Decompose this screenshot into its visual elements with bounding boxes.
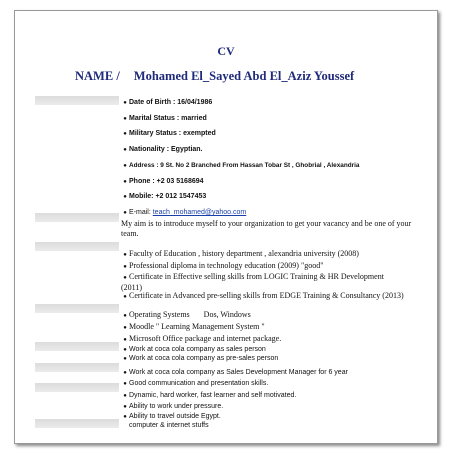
address: ● Address : 9 St. No 2 Branched From Hassan Tobar St , Ghobrial , Alexandria <box>121 161 359 171</box>
nationality: ● Nationality : Egyptian. <box>121 145 203 155</box>
section-bar-current-job <box>35 363 119 372</box>
bullet-icon: ● <box>123 147 127 153</box>
bullet-icon: ● <box>123 275 127 281</box>
bullet-icon: ● <box>123 116 127 122</box>
military-status: ● Military Status : exempted <box>121 129 216 139</box>
bullet-icon: ● <box>123 393 127 399</box>
name-prefix: NAME / <box>75 69 120 83</box>
bullet-icon: ● <box>123 163 127 169</box>
bullet-icon: ● <box>123 325 127 331</box>
moodle: ● Moodle " Learning Management System " <box>121 322 265 333</box>
section-bar-objective <box>35 213 119 222</box>
experience-item: ● Work at coca cola company as pre-sales person <box>121 354 278 364</box>
full-name: Mohamed El_Sayed Abd El_Aziz Youssef <box>133 69 355 83</box>
bullet-icon: ● <box>123 194 127 200</box>
mobile: ● Mobile: +2 012 1547453 <box>121 192 206 202</box>
education-item: ● Certificate in Effective selling skills from LOGIC Training & HR Development (2011) <box>121 272 384 292</box>
section-bar-experience <box>35 342 119 351</box>
cv-page <box>14 10 438 444</box>
current-job: ● Work at coca cola company as Sales Development Manager for 6 year <box>121 368 348 378</box>
section-bar-computer <box>35 304 119 313</box>
office: ● Microsoft Office package and internet package. <box>121 334 281 345</box>
bullet-icon: ● <box>123 414 127 420</box>
skill-item: ● Good communication and presentation skills. <box>121 379 268 389</box>
skill-item: ● Ability to work under pressure. <box>121 402 223 412</box>
name-heading <box>75 69 354 84</box>
skill-item: ● Ability to travel outside Egypt. <box>121 412 221 422</box>
bullet-icon: ● <box>123 347 127 353</box>
operating-systems: ● Operating Systems Dos, Windows <box>121 310 251 321</box>
bullet-icon: ● <box>123 179 127 185</box>
bullet-icon: ● <box>123 264 127 270</box>
marital-status: ● Marital Status : married <box>121 114 207 124</box>
bullet-icon: ● <box>123 131 127 137</box>
email-link[interactable]: teach_mohamed@yahoo.com <box>152 209 247 216</box>
objective-text: My aim is to introduce myself to your organization to get your vacancy and be one of your team. <box>121 219 412 238</box>
bullet-icon: ● <box>123 252 127 258</box>
interests: computer & internet stuffs <box>129 422 209 429</box>
section-bar-education <box>35 242 119 251</box>
section-bar-skills <box>35 383 119 392</box>
bullet-icon: ● <box>123 210 127 216</box>
email: ● E-mail: teach_mohamed@yahoo.com <box>121 208 246 218</box>
section-bar-interests <box>35 419 119 428</box>
section-bar-personal <box>35 96 119 105</box>
education-item: ● Faculty of Education , history department , alexandria university (2008) <box>121 249 359 260</box>
bullet-icon: ● <box>123 100 127 106</box>
bullet-icon: ● <box>123 337 127 343</box>
bullet-icon: ● <box>123 356 127 362</box>
education-item: ● Certificate in Advanced pre-selling skills from EDGE Training & Consultancy (2013) <box>121 291 411 302</box>
bullet-icon: ● <box>123 294 127 300</box>
bullet-icon: ● <box>123 313 127 319</box>
experience-item: ● Work at coca cola company as sales person <box>121 345 266 355</box>
bullet-icon: ● <box>123 370 127 376</box>
date-of-birth: ● Date of Birth : 16/04/1986 <box>121 98 212 108</box>
skill-item: ● Dynamic, hard worker, fast learner and self motivated. <box>121 391 296 401</box>
bullet-icon: ● <box>123 404 127 410</box>
phone: ● Phone : +2 03 5168694 <box>121 177 204 187</box>
cv-title: CV <box>217 44 235 58</box>
bullet-icon: ● <box>123 381 127 387</box>
education-item: ● Professional diploma in technology education (2009) "good" <box>121 261 324 272</box>
